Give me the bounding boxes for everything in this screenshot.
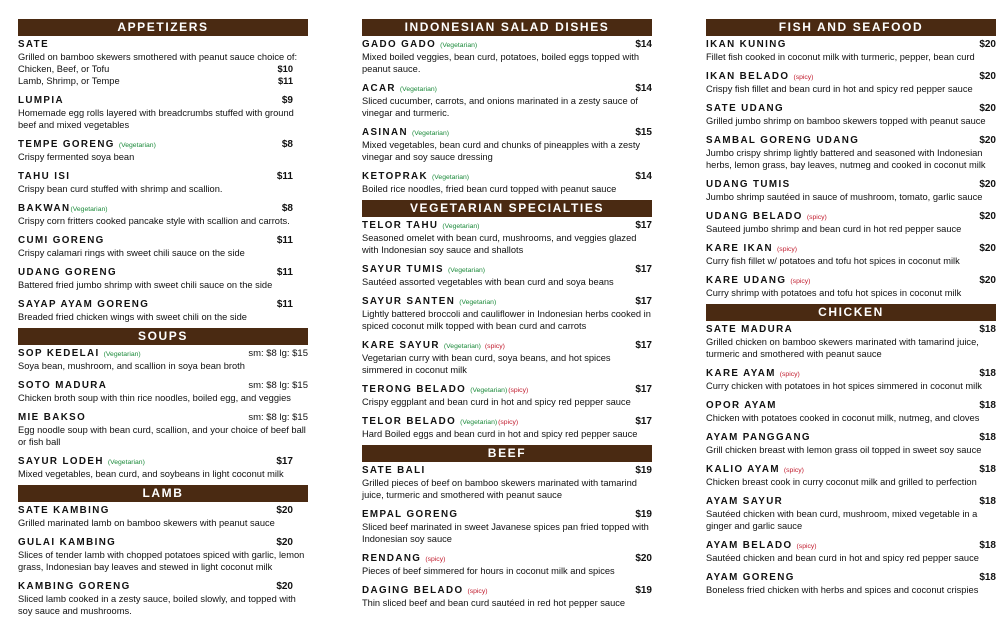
item-name: SAYAP AYAM GORENG (18, 299, 150, 310)
item-name: AYAM SAYUR (706, 496, 784, 507)
item-price: $18 (979, 368, 996, 379)
menu-item (706, 324, 996, 360)
item-description: Crispy bean curd stuffed with shrimp and scallion. (18, 184, 223, 194)
item-name: IKAN BELADO (spicy) (706, 71, 814, 82)
item-price: $19 (635, 509, 652, 520)
item-description: Sautéed chicken with bean curd, mushroom, mixed vegetable in a ginger and garlic sauce (706, 509, 978, 531)
item-price: $11 (276, 171, 293, 182)
item-description: Boneless fried chicken with herbs and spices and coconut crispies (706, 585, 979, 595)
item-name: LUMPIA (18, 95, 64, 106)
item-price: $20 (276, 505, 293, 516)
item-price: $8 (281, 203, 293, 214)
menu-column-middle (362, 19, 652, 617)
item-description: Mixed boiled veggies, bean curd, potatoes, boiled eggs topped with peanut sauce. (362, 52, 640, 74)
item-price: $20 (979, 103, 996, 114)
item-name: SATE KAMBING (18, 505, 110, 516)
section-header-fish: FISH AND SEAFOOD (706, 19, 996, 36)
item-price: $20 (979, 243, 996, 254)
menu-item (706, 496, 996, 532)
item-description: Vegetarian curry with bean curd, soya beans, and hot spices simmered in coconut milk (362, 353, 611, 375)
vegetarian-tag: (Vegetarian) (118, 142, 156, 149)
menu-item (706, 464, 996, 488)
item-price: $17 (635, 296, 652, 307)
item-name: KALIO AYAM (spicy) (706, 464, 804, 475)
item-price: sm: $8 lg: $15 (248, 348, 308, 359)
item-name: GULAI KAMBING (18, 537, 117, 548)
spicy-tag: (spicy) (790, 278, 811, 285)
item-name: SOTO MADURA (18, 380, 108, 391)
item-description: Jumbo crispy shrimp lightly battered and seasoned with Indonesian herbs, lemon grass, bay leaves, nutmeg and cooked in coconut milk (706, 148, 986, 170)
item-description: Sliced lamb cooked in a zesty sauce, boiled slowly, and topped with soy sauce and mushrooms. (18, 594, 296, 616)
item-description: Curry shrimp with potatoes and tofu hot spices in coconut milk (706, 288, 962, 298)
vegetarian-tag: (Vegetarian) (103, 351, 141, 358)
item-description: Grill chicken breast with lemon grass oil topped in sweet soy sauce (706, 445, 982, 455)
menu-item (706, 71, 996, 95)
item-price: $20 (979, 179, 996, 190)
item-name: SAMBAL GORENG UDANG (706, 135, 860, 146)
item-price: $18 (979, 540, 996, 551)
item-name: SATE BALI (362, 465, 426, 476)
vegetarian-tag: (Vegetarian) (411, 130, 449, 137)
menu-item (18, 581, 308, 617)
menu-item (706, 368, 996, 392)
section-header-soups: SOUPS (18, 328, 308, 345)
item-price: $17 (276, 456, 293, 467)
option-price: $10 (277, 64, 293, 74)
item-name: AYAM GORENG (706, 572, 795, 583)
menu-item (362, 83, 652, 119)
menu-item (18, 505, 308, 529)
item-price: $18 (979, 496, 996, 507)
item-price: $19 (635, 465, 652, 476)
item-description: Chicken breast cook in curry coconut milk and grilled to perfection (706, 477, 977, 487)
item-price: $9 (281, 95, 293, 106)
vegetarian-tag: (Vegetarian) (432, 174, 470, 181)
menu-item (18, 139, 308, 163)
item-name: TAHU ISI (18, 171, 71, 182)
item-name: KARE IKAN (spicy) (706, 243, 798, 254)
menu-item (362, 220, 652, 256)
item-name: GADO GADO (Vegetarian) (362, 39, 478, 50)
item-description: Curry chicken with potatoes in hot spices simmered in coconut milk (706, 381, 982, 391)
section-header-appetizers: APPETIZERS (18, 19, 308, 36)
menu-item (706, 135, 996, 171)
item-description: Crispy calamari rings with sweet chili sauce on the side (18, 248, 245, 258)
item-price: $20 (276, 537, 293, 548)
item-description: Sliced beef marinated in sweet Javanese spices pan fried topped with Indonesian soy sauce (362, 522, 649, 544)
menu-item (18, 299, 308, 323)
section-header-lamb: LAMB (18, 485, 308, 502)
item-description: Curry fish fillet w/ potatoes and tofu hot spices in coconut milk (706, 256, 960, 266)
menu-item (18, 171, 308, 195)
item-name: SAYUR LODEH (Vegetarian) (18, 456, 145, 467)
item-name: TEMPE GORENG (Vegetarian) (18, 139, 156, 150)
menu-item (362, 553, 652, 577)
menu-item (706, 179, 996, 203)
item-price: $17 (635, 220, 652, 231)
vegetarian-tag: (Vegetarian) (443, 343, 481, 350)
item-description: Grilled on bamboo skewers smothered with peanut sauce choice of: (18, 52, 298, 62)
spicy-tag: (spicy) (796, 543, 817, 550)
menu-item (362, 171, 652, 195)
item-price: $18 (979, 400, 996, 411)
spicy-tag: (spicy) (508, 387, 529, 394)
item-description: Egg noodle soup with bean curd, scallion, and your choice of beef ball or fish ball (18, 425, 306, 447)
option-label: Chicken, Beef, or Tofu (18, 64, 110, 74)
item-price: $20 (979, 275, 996, 286)
item-description: Soya bean, mushroom, and scallion in soya bean broth (18, 361, 245, 371)
item-price: $19 (635, 585, 652, 596)
item-price: $17 (635, 340, 652, 351)
option-label: Lamb, Shrimp, or Tempe (18, 76, 120, 86)
item-description: Jumbo shrimp sautéed in sauce of mushroom, tomato, garlic sauce (706, 192, 983, 202)
item-name: TELOR TAHU (Vegetarian) (362, 220, 480, 231)
item-name: AYAM PANGGANG (706, 432, 811, 443)
item-name: SATE MADURA (706, 324, 794, 335)
item-description: Mixed vegetables, bean curd, and soybeans in light coconut milk (18, 469, 284, 479)
item-name: OPOR AYAM (706, 400, 777, 411)
item-option-row (18, 63, 308, 75)
spicy-tag: (spicy) (806, 214, 827, 221)
menu-item (362, 585, 652, 609)
spicy-tag: (spicy) (783, 467, 804, 474)
item-description: Mixed vegetables, bean curd and chunks of pineapples with a zesty vinegar and soy sauce dressing (362, 140, 641, 162)
menu-item (706, 400, 996, 424)
vegetarian-tag: (Vegetarian) (107, 459, 145, 466)
item-description: Thin sliced beef and bean curd sautéed in red hot pepper sauce (362, 598, 626, 608)
vegetarian-tag: (Vegetarian) (70, 206, 108, 213)
item-price: $18 (979, 572, 996, 583)
item-price: $11 (276, 299, 293, 310)
menu-item (706, 275, 996, 299)
item-description: Crispy fish fillet and bean curd in hot and spicy red pepper sauce (706, 84, 973, 94)
item-description: Pieces of beef simmered for hours in coconut milk and spices (362, 566, 615, 576)
spicy-tag: (spicy) (793, 74, 814, 81)
menu-item (706, 39, 996, 63)
item-description: Grilled chicken on bamboo skewers marinated with tamarind juice, turmeric and smothered with peanut sauce (706, 337, 979, 359)
item-name: DAGING BELADO (spicy) (362, 585, 488, 596)
item-name: SAYUR TUMIS (Vegetarian) (362, 264, 486, 275)
item-description: Fillet fish cooked in coconut milk with turmeric, pepper, bean curd (706, 52, 975, 62)
spicy-tag: (spicy) (484, 343, 505, 350)
item-description: Battered fried jumbo shrimp with sweet chili sauce on the side (18, 280, 273, 290)
item-name: MIE BAKSO (18, 412, 87, 423)
item-name: CUMI GORENG (18, 235, 105, 246)
item-price: $8 (281, 139, 293, 150)
item-name: SATE UDANG (706, 103, 785, 114)
item-name: IKAN KUNING (706, 39, 787, 50)
menu-item (18, 456, 308, 480)
item-description: Crispy fermented soya bean (18, 152, 135, 162)
spicy-tag: (spicy) (467, 588, 488, 595)
menu-item (18, 412, 308, 448)
item-price: $20 (276, 581, 293, 592)
item-name: KARE SAYUR (Vegetarian) (spicy) (362, 340, 505, 351)
vegetarian-tag: (Vegetarian) (470, 387, 508, 394)
menu-item (706, 103, 996, 127)
item-option-row (18, 75, 308, 87)
item-name: ACAR (Vegetarian) (362, 83, 437, 94)
item-description: Sautéed chicken and bean curd in hot and spicy red pepper sauce (706, 553, 979, 563)
item-name: KARE UDANG (spicy) (706, 275, 811, 286)
menu-column-left (18, 19, 308, 625)
vegetarian-tag: (Vegetarian) (440, 42, 478, 49)
item-name: KAMBING GORENG (18, 581, 131, 592)
item-description: Grilled pieces of beef on bamboo skewers marinated with tamarind juice, turmeric and smothered with peanut sauce (362, 478, 637, 500)
item-price: $15 (635, 127, 652, 138)
item-description: Seasoned omelet with bean curd, mushrooms, and veggies glazed with Indonesian soy sauce and shallots (362, 233, 637, 255)
item-price: $11 (276, 267, 293, 278)
item-name: TELOR BELADO (Vegetarian)(spicy) (362, 416, 519, 427)
menu-item (18, 203, 308, 227)
item-description: Crispy eggplant and bean curd in hot and spicy red pepper sauce (362, 397, 631, 407)
menu-item-sate (18, 39, 308, 87)
item-description: Grilled marinated lamb on bamboo skewers with peanut sauce (18, 518, 275, 528)
item-description: Breaded fried chicken wings with sweet chili on the side (18, 312, 247, 322)
vegetarian-tag: (Vegetarian) (460, 419, 498, 426)
item-description: Lightly battered broccoli and cauliflower in Indonesian herbs cooked in spiced coconut milk topped with bean curd and carrots (362, 309, 651, 331)
item-description: Sauteed jumbo shrimp and bean curd in hot red pepper sauce (706, 224, 962, 234)
item-name: ASINAN (Vegetarian) (362, 127, 449, 138)
menu-item (18, 348, 308, 372)
item-name: TERONG BELADO (Vegetarian)(spicy) (362, 384, 529, 395)
menu-item (362, 509, 652, 545)
section-header-chicken: CHICKEN (706, 304, 996, 321)
menu-item (18, 95, 308, 131)
menu-item (362, 416, 652, 440)
menu-item (18, 235, 308, 259)
item-name: EMPAL GORENG (362, 509, 459, 520)
item-price: $18 (979, 432, 996, 443)
item-name: UDANG GORENG (18, 267, 117, 278)
item-price: $17 (635, 384, 652, 395)
item-price: $20 (979, 135, 996, 146)
menu-item (362, 39, 652, 75)
item-price: $14 (635, 39, 652, 50)
vegetarian-tag: (Vegetarian) (448, 267, 486, 274)
section-header-beef: BEEF (362, 445, 652, 462)
spicy-tag: (spicy) (498, 419, 519, 426)
item-name: SOP KEDELAI (Vegetarian) (18, 348, 141, 359)
item-price: $20 (979, 71, 996, 82)
menu-item (18, 537, 308, 573)
item-description: Homemade egg rolls layered with breadcrumbs stuffed with ground beef and mixed vegetables (18, 108, 294, 130)
item-price: $14 (635, 83, 652, 94)
item-price: sm: $8 lg: $15 (248, 380, 308, 391)
item-price: sm: $8 lg: $15 (248, 412, 308, 423)
item-description: Sautéed assorted vegetables with bean curd and soya beans (362, 277, 614, 287)
menu-item (706, 432, 996, 456)
section-header-salad: INDONESIAN SALAD DISHES (362, 19, 652, 36)
menu-item (706, 243, 996, 267)
item-name: UDANG TUMIS (706, 179, 791, 190)
item-description: Grilled jumbo shrimp on bamboo skewers topped with peanut sauce (706, 116, 986, 126)
item-price: $11 (276, 235, 293, 246)
spicy-tag: (spicy) (777, 246, 798, 253)
menu-item (362, 264, 652, 288)
item-name: KETOPRAK (Vegetarian) (362, 171, 470, 182)
item-price: $17 (635, 416, 652, 427)
item-name: KARE AYAM (spicy) (706, 368, 800, 379)
item-name: AYAM BELADO (spicy) (706, 540, 817, 551)
item-description: Chicken broth soup with thin rice noodles, boiled egg, and veggies (18, 393, 291, 403)
item-price: $20 (979, 211, 996, 222)
menu-item (362, 127, 652, 163)
item-price: $20 (979, 39, 996, 50)
item-name: SATE (18, 39, 50, 50)
section-header-vegetarian: VEGETARIAN SPECIALTIES (362, 200, 652, 217)
item-price: $17 (635, 264, 652, 275)
spicy-tag: (spicy) (779, 371, 800, 378)
item-price: $20 (635, 553, 652, 564)
item-name: SAYUR SANTEN (Vegetarian) (362, 296, 497, 307)
vegetarian-tag: (Vegetarian) (459, 299, 497, 306)
item-description: Boiled rice noodles, fried bean curd topped with peanut sauce (362, 184, 617, 194)
vegetarian-tag: (Vegetarian) (442, 223, 480, 230)
menu-item (362, 296, 652, 332)
option-price: $11 (278, 76, 293, 86)
item-name: BAKWAN(Vegetarian) (18, 203, 108, 214)
menu-item (362, 340, 652, 376)
item-name: RENDANG (spicy) (362, 553, 446, 564)
menu-item (18, 380, 308, 404)
menu-item (362, 465, 652, 501)
item-name: UDANG BELADO (spicy) (706, 211, 827, 222)
item-price: $18 (979, 464, 996, 475)
item-description: Slices of tender lamb with chopped potatoes spiced with garlic, lemon grass, Indonesian bay leaves and stewed in light coconut milk (18, 550, 305, 572)
menu-item (362, 384, 652, 408)
vegetarian-tag: (Vegetarian) (399, 86, 437, 93)
item-description: Crispy corn fritters cooked pancake style with scallion and carrots. (18, 216, 290, 226)
menu-column-right (706, 19, 996, 604)
menu-item (706, 211, 996, 235)
menu-item (706, 540, 996, 564)
item-description: Sliced cucumber, carrots, and onions marinated in a zesty sauce of vinegar and turmeric. (362, 96, 638, 118)
menu-item (706, 572, 996, 596)
spicy-tag: (spicy) (425, 556, 446, 563)
item-price: $14 (635, 171, 652, 182)
item-price: $18 (979, 324, 996, 335)
item-description: Hard Boiled eggs and bean curd in hot and spicy red pepper sauce (362, 429, 638, 439)
menu-item (18, 267, 308, 291)
item-description: Chicken with potatoes cooked in coconut milk, nutmeg, and cloves (706, 413, 980, 423)
